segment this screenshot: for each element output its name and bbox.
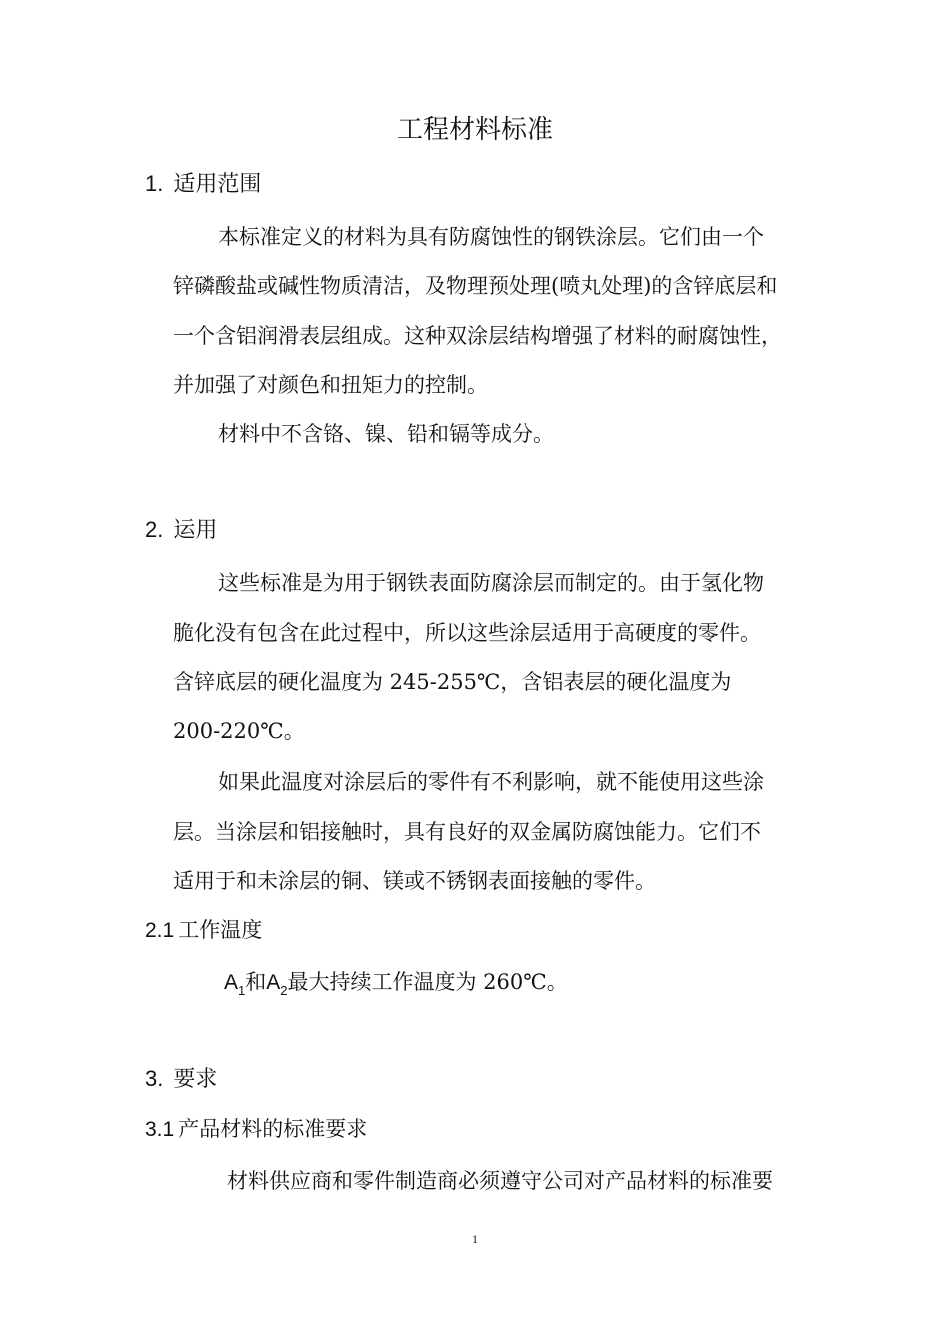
section-heading-1 xyxy=(145,169,261,200)
paragraph-line: 锌磷酸盐或碱性物质清洁，及物理预处理(喷丸处理)的含锌底层和 xyxy=(173,274,778,298)
paragraph-line: 含锌底层的硬化温度为 245-255℃，含铝表层的硬化温度为 xyxy=(173,670,732,694)
paragraph-line: 层。当涂层和铝接触时，具有良好的双金属防腐蚀能力。它们不 xyxy=(173,820,761,844)
paragraph-line: 材料供应商和零件制造商必须遵守公司对产品材料的标准要 xyxy=(227,1169,773,1193)
page-number: 1 xyxy=(472,1232,478,1246)
section-number: 3. xyxy=(145,1066,164,1091)
alloy-a2-subscript: 2 xyxy=(280,983,288,998)
paragraph-line: 脆化没有包含在此过程中，所以这些涂层适用于高硬度的零件。 xyxy=(173,621,761,645)
section-title: 适用范围 xyxy=(173,172,262,197)
subsection-heading-3-1 xyxy=(145,1114,367,1145)
paragraph-line: 材料中不含铬、镍、铅和镉等成分。 xyxy=(218,422,554,446)
document-title: 工程材料标准 xyxy=(396,115,553,145)
alloy-a1: A xyxy=(224,971,239,994)
temperature-line xyxy=(224,967,568,1006)
alloy-a1-subscript: 1 xyxy=(238,983,246,998)
section-number: 2. xyxy=(145,517,164,542)
subsection-number: 3.1 xyxy=(145,1118,175,1141)
section-title: 运用 xyxy=(173,518,218,543)
alloy-a2: A xyxy=(266,971,281,994)
paragraph-line: 如果此温度对涂层后的零件有不利影响，就不能使用这些涂 xyxy=(218,770,764,794)
conjunction: 和 xyxy=(245,970,267,994)
paragraph-line: 这些标准是为用于钢铁表面防腐涂层而制定的。由于氢化物 xyxy=(218,571,764,595)
section-number: 1. xyxy=(145,171,164,196)
paragraph-line: 本标准定义的材料为具有防腐蚀性的钢铁涂层。它们由一个 xyxy=(218,225,764,249)
paragraph-line: 一个含铝润滑表层组成。这种双涂层结构增强了材料的耐腐蚀性， xyxy=(173,324,782,348)
subsection-number: 2.1 xyxy=(145,919,175,942)
subsection-title: 产品材料的标准要求 xyxy=(178,1117,368,1141)
section-title: 要求 xyxy=(173,1067,218,1092)
paragraph-line: 200-220℃。 xyxy=(173,719,305,743)
paragraph-line: 适用于和未涂层的铜、镁或不锈钢表面接触的零件。 xyxy=(173,869,656,893)
subsection-title: 工作温度 xyxy=(178,918,263,942)
paragraph-line: 并加强了对颜色和扭矩力的控制。 xyxy=(173,373,488,397)
section-heading-2 xyxy=(145,515,217,546)
subsection-heading-2-1 xyxy=(145,915,262,946)
section-heading-3 xyxy=(145,1064,217,1095)
temperature-text: 最大持续工作温度为 260℃。 xyxy=(287,970,568,994)
